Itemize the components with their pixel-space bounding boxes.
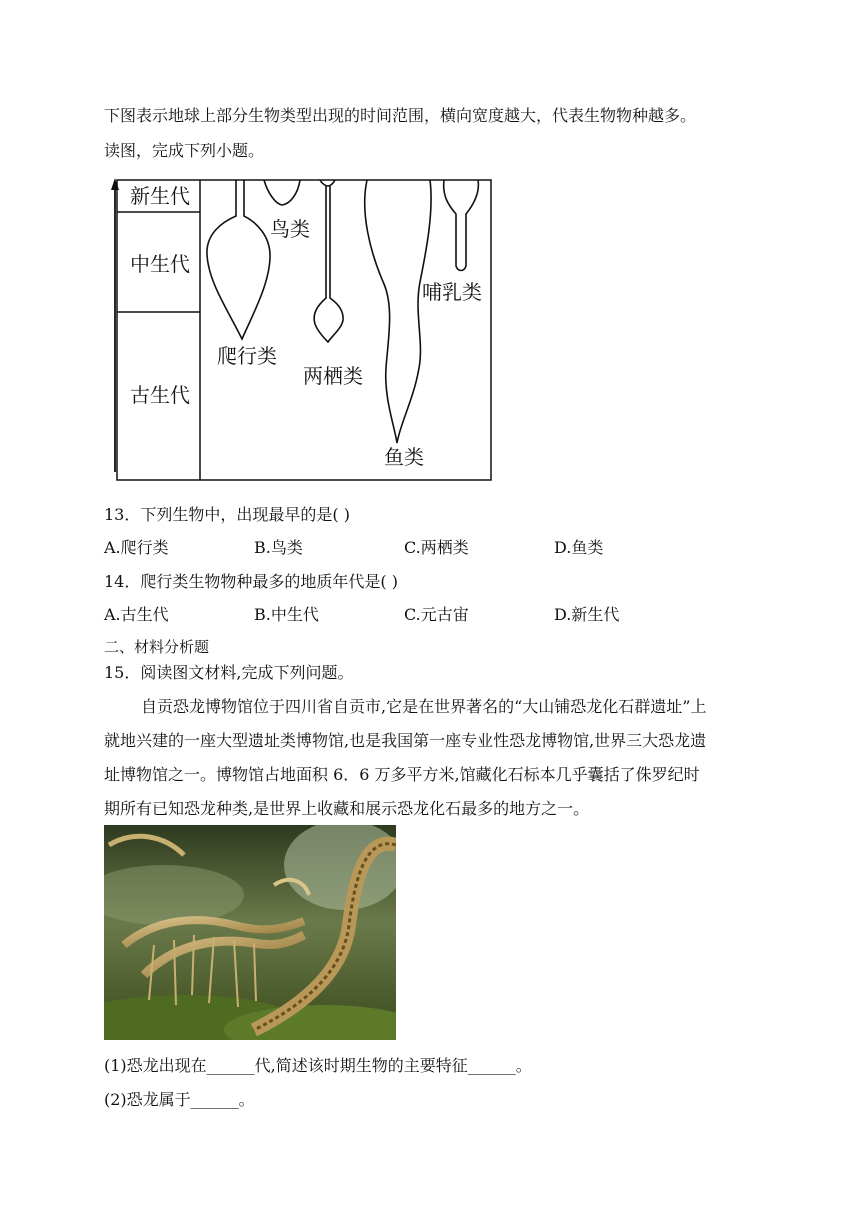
sub1-text-a: (1)恐龙出现在 bbox=[104, 1056, 207, 1075]
intro-line-1: 下图表示地球上部分生物类型出现的时间范围，横向宽度越大，代表生物物种越多。 bbox=[104, 106, 697, 125]
amphibian-label: 两栖类 bbox=[303, 364, 363, 388]
sub1-answer-blank-2[interactable]: ______ bbox=[467, 1056, 516, 1075]
organism-time-range-diagram bbox=[104, 172, 496, 484]
section-heading: 二、材料分析题 bbox=[104, 638, 210, 656]
fish-range-shape bbox=[365, 180, 431, 443]
q13-option-a[interactable]: A.爬行类 bbox=[104, 538, 169, 557]
q15-para-line-3: 址博物馆之一。博物馆占地面积 6．6 万多平方米,馆藏化石标本几乎囊括了侏罗纪时 bbox=[104, 765, 700, 784]
dinosaur-museum-photo bbox=[104, 825, 396, 1040]
fish-label: 鱼类 bbox=[384, 445, 424, 469]
q15-para-line-4: 期所有已知恐龙种类,是世界上收藏和展示恐龙化石最多的地方之一。 bbox=[104, 799, 590, 818]
q14-option-d[interactable]: D.新生代 bbox=[554, 605, 620, 624]
q15-para-line-2: 就地兴建的一座大型遗址类博物馆,也是我国第一座专业性恐龙博物馆,世界三大恐龙遗 bbox=[104, 731, 707, 750]
q14-stem: 14．爬行类生物物种最多的地质年代是( ) bbox=[104, 572, 398, 591]
amphibian-range-shape bbox=[314, 180, 343, 342]
sub2-text-b: 。 bbox=[238, 1090, 255, 1109]
reptile-label: 爬行类 bbox=[217, 344, 277, 368]
sub1-answer-blank-1[interactable]: ______ bbox=[206, 1056, 255, 1075]
q13-option-d[interactable]: D.鱼类 bbox=[554, 538, 604, 557]
q14-option-c[interactable]: C.元古宙 bbox=[404, 605, 469, 624]
q15-subquestion-1 bbox=[104, 1053, 532, 1076]
era-label-mesozoic: 中生代 bbox=[130, 252, 190, 276]
intro-line-2: 读图，完成下列小题。 bbox=[104, 141, 265, 160]
q15-para-line-1: 自贡恐龙博物馆位于四川省自贡市,它是在世界著名的“大山铺恐龙化石群遗址”上 bbox=[141, 697, 707, 716]
sub2-text-a: (2)恐龙属于 bbox=[104, 1090, 191, 1109]
q14-option-b[interactable]: B.中生代 bbox=[254, 605, 319, 624]
q14-option-a[interactable]: A.古生代 bbox=[104, 605, 169, 624]
q13-option-c[interactable]: C.两栖类 bbox=[404, 538, 469, 557]
q13-stem: 13．下列生物中，出现最早的是( ) bbox=[104, 505, 350, 524]
q15-stem: 15．阅读图文材料,完成下列问题。 bbox=[104, 663, 354, 682]
sub2-answer-blank[interactable]: ______ bbox=[190, 1090, 239, 1109]
mammal-label: 哺乳类 bbox=[422, 280, 482, 304]
reptile-range-shape bbox=[207, 180, 270, 339]
q13-option-b[interactable]: B.鸟类 bbox=[254, 538, 303, 557]
era-label-cenozoic: 新生代 bbox=[130, 184, 190, 208]
q15-subquestion-2 bbox=[104, 1087, 255, 1110]
sub1-text-b: 代,简述该时期生物的主要特征 bbox=[254, 1056, 468, 1075]
mammal-range-shape bbox=[444, 180, 479, 271]
bird-label: 鸟类 bbox=[270, 217, 310, 241]
sub1-text-c: 。 bbox=[515, 1056, 532, 1075]
era-label-paleozoic: 古生代 bbox=[130, 383, 190, 407]
bird-range-shape bbox=[264, 180, 300, 205]
